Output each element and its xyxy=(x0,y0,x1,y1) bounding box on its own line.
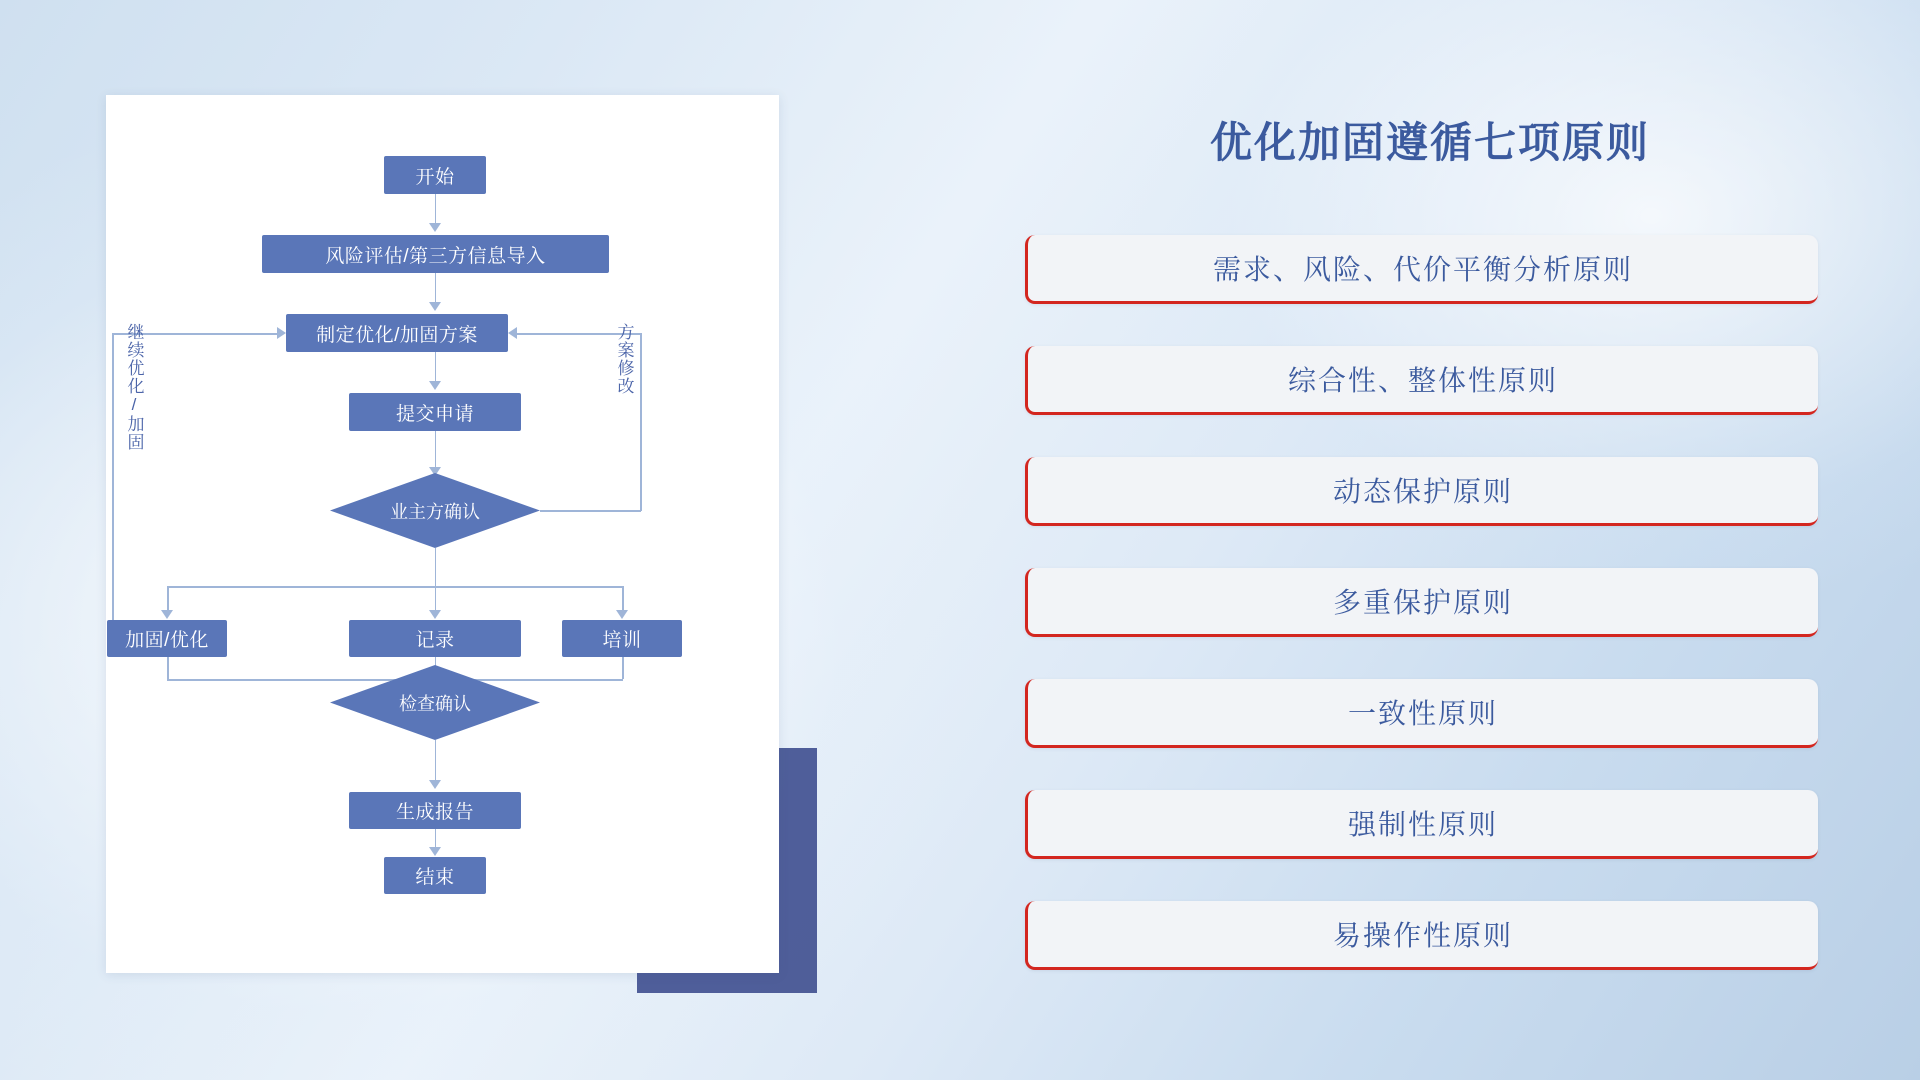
principle-label: 强制性原则 xyxy=(1347,809,1498,840)
edge-reinforce-down xyxy=(167,657,169,679)
edge-training-down xyxy=(622,657,624,679)
flow-node-reinforce[interactable]: 加固/优化 xyxy=(107,620,227,657)
principle-label: 一致性原则 xyxy=(1347,698,1498,729)
flow-decision-check-confirm-label: 检查确认 xyxy=(399,693,471,714)
flowchart-card xyxy=(106,95,779,973)
arrowhead-report xyxy=(429,780,441,789)
edge-split-bar xyxy=(167,586,623,588)
arrowhead-plan-from-left xyxy=(277,327,286,339)
edge-right-loop-vertical xyxy=(640,333,642,511)
edge-risk-to-plan xyxy=(435,273,437,305)
principle-item-3[interactable] xyxy=(1025,457,1818,526)
principle-item-7[interactable] xyxy=(1025,901,1818,970)
principle-item-2[interactable] xyxy=(1025,346,1818,415)
flow-node-training[interactable]: 培训 xyxy=(562,620,682,657)
principle-label: 综合性、整体性原则 xyxy=(1287,365,1558,396)
principle-item-1[interactable] xyxy=(1025,235,1818,304)
arrowhead-end xyxy=(429,847,441,856)
principle-label: 多重保护原则 xyxy=(1332,587,1513,618)
arrowhead-training xyxy=(616,610,628,619)
arrowhead-submit xyxy=(429,381,441,390)
edge-plan-to-submit xyxy=(435,352,437,384)
right-panel-title: 优化加固遵循七项原则 xyxy=(1209,119,1650,166)
principle-label: 动态保护原则 xyxy=(1332,476,1513,507)
edge-owner-right-out xyxy=(540,510,641,512)
flow-decision-owner-confirm[interactable] xyxy=(330,473,540,548)
principle-item-5[interactable] xyxy=(1025,679,1818,748)
principle-item-6[interactable] xyxy=(1025,790,1818,859)
arrowhead-risk xyxy=(429,223,441,232)
edge-owner-down xyxy=(435,548,437,586)
arrowhead-plan-from-right xyxy=(508,327,517,339)
flow-decision-check-confirm[interactable] xyxy=(330,665,540,740)
flow-node-plan[interactable]: 制定优化/加固方案 xyxy=(286,314,508,352)
arrowhead-plan xyxy=(429,302,441,311)
flow-decision-owner-confirm-label: 业主方确认 xyxy=(390,501,480,522)
arrowhead-reinforce xyxy=(161,610,173,619)
edge-start-to-risk xyxy=(435,194,437,226)
principle-label: 需求、风险、代价平衡分析原则 xyxy=(1212,254,1633,285)
flow-node-report[interactable]: 生成报告 xyxy=(349,792,521,829)
edge-left-loop-vertical xyxy=(112,333,114,645)
flow-node-submit[interactable]: 提交申请 xyxy=(349,393,521,431)
flow-node-risk-assessment[interactable]: 风险评估/第三方信息导入 xyxy=(262,235,609,273)
principle-label: 易操作性原则 xyxy=(1332,920,1513,951)
edge-label-right-loop: 方案修改 xyxy=(614,323,634,395)
edge-check-to-report xyxy=(435,740,437,784)
edge-label-left-loop: 继续优化/加固 xyxy=(124,323,144,451)
flow-node-start[interactable]: 开始 xyxy=(384,156,486,194)
flow-node-end[interactable]: 结束 xyxy=(384,857,486,894)
principle-item-4[interactable] xyxy=(1025,568,1818,637)
arrowhead-record xyxy=(429,610,441,619)
flow-node-record[interactable]: 记录 xyxy=(349,620,521,657)
